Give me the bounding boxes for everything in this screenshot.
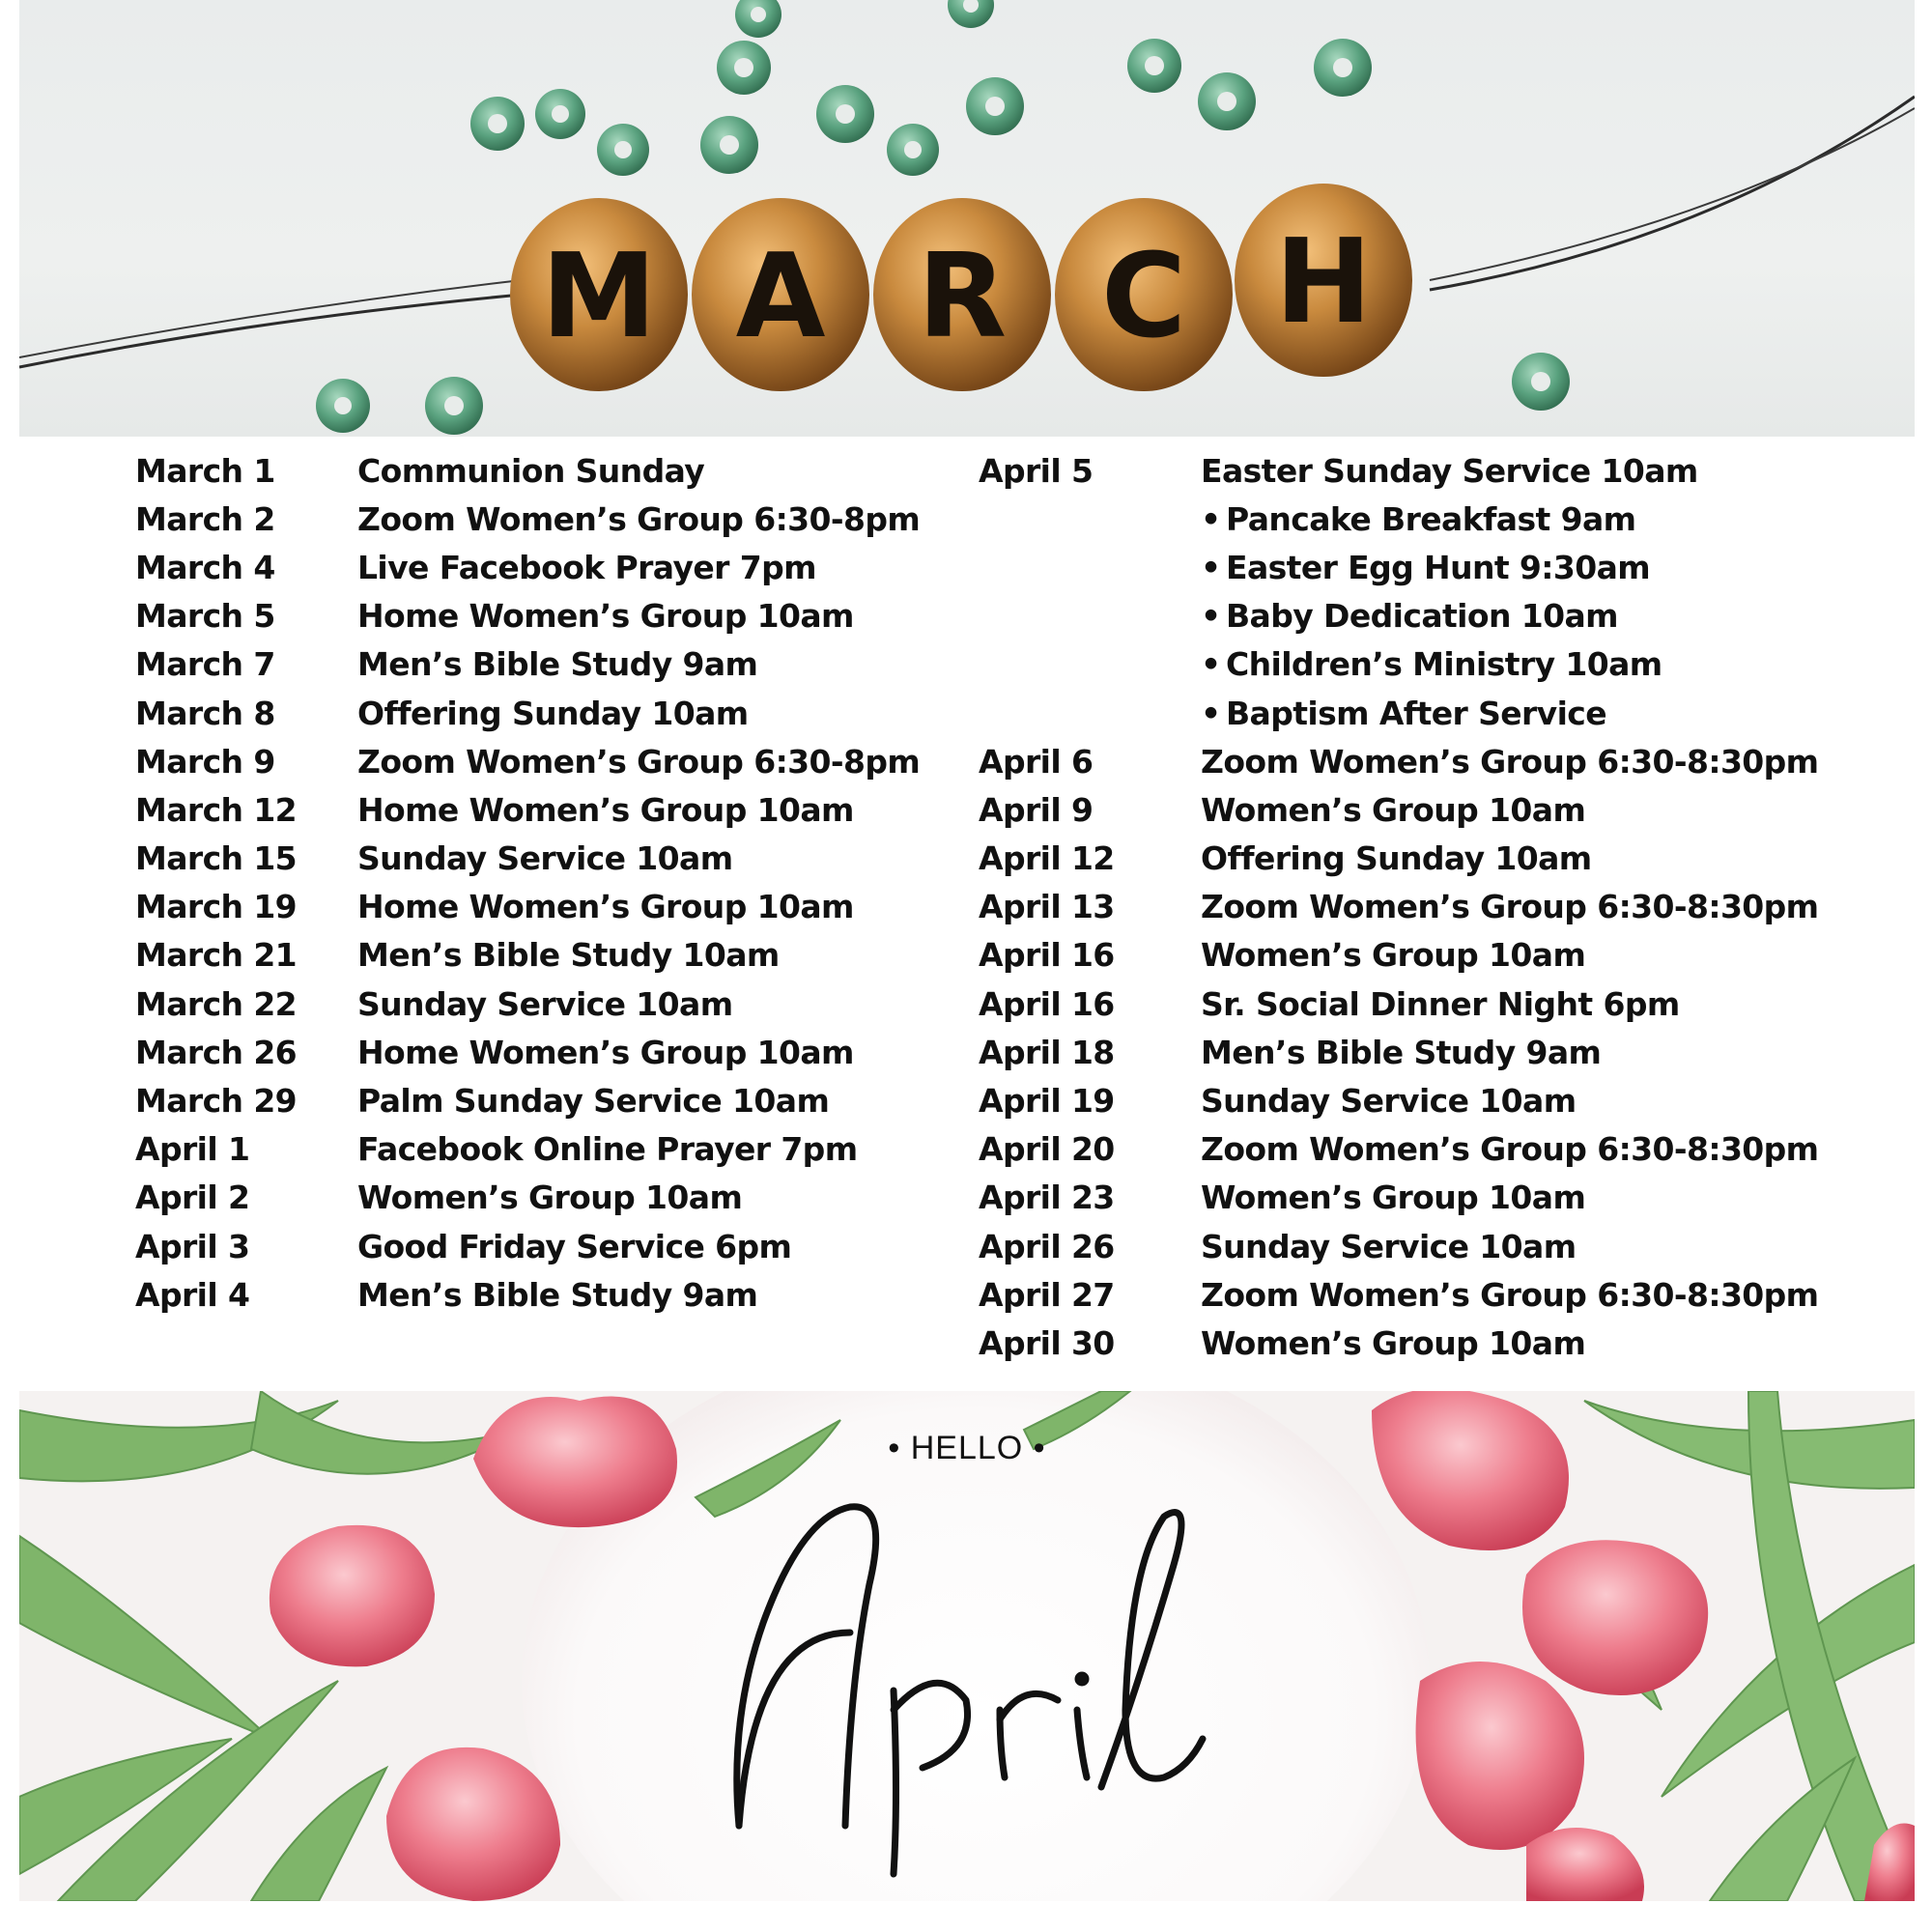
event-description-text: Children’s Ministry 10am bbox=[1226, 645, 1662, 684]
event-date: March 21 bbox=[135, 936, 298, 975]
event-description: Sunday Service 10am bbox=[357, 839, 733, 878]
schedule-row bbox=[135, 495, 920, 543]
event-description: Home Women’s Group 10am bbox=[357, 790, 854, 829]
schedule-row bbox=[135, 980, 920, 1028]
schedule-row bbox=[979, 592, 1818, 640]
bead-letter-c: C bbox=[1100, 230, 1187, 364]
event-date: April 1 bbox=[135, 1130, 250, 1169]
event-date: April 19 bbox=[979, 1082, 1115, 1121]
schedule-left-column bbox=[135, 446, 920, 1319]
event-date: March 9 bbox=[135, 742, 275, 781]
event-date: March 26 bbox=[135, 1033, 298, 1071]
event-date: March 1 bbox=[135, 451, 275, 490]
event-description: Zoom Women’s Group 6:30-8pm bbox=[357, 499, 921, 538]
schedule-row bbox=[135, 446, 920, 495]
schedule-row bbox=[135, 543, 920, 591]
bullet-icon: • bbox=[1201, 499, 1221, 538]
event-description: Home Women’s Group 10am bbox=[357, 888, 854, 926]
schedule-row bbox=[979, 640, 1818, 689]
event-description: Men’s Bible Study 9am bbox=[357, 645, 758, 684]
event-description: Men’s Bible Study 9am bbox=[1201, 1033, 1602, 1071]
schedule-row bbox=[135, 592, 920, 640]
event-date: April 20 bbox=[979, 1130, 1115, 1169]
schedule-row bbox=[979, 835, 1818, 883]
event-description: Women’s Group 10am bbox=[357, 1179, 743, 1217]
schedule-row bbox=[135, 640, 920, 689]
event-description: Women’s Group 10am bbox=[1201, 790, 1586, 829]
schedule-row bbox=[135, 931, 920, 980]
event-date: April 5 bbox=[979, 451, 1094, 490]
schedule-row bbox=[135, 835, 920, 883]
event-date: March 7 bbox=[135, 645, 275, 684]
event-date: April 13 bbox=[979, 888, 1115, 926]
event-description: Zoom Women’s Group 6:30-8:30pm bbox=[1201, 1275, 1819, 1314]
schedule-row bbox=[979, 883, 1818, 931]
event-description: Zoom Women’s Group 6:30-8:30pm bbox=[1201, 888, 1819, 926]
bead-letter-m: M bbox=[541, 230, 657, 364]
april-banner-image bbox=[19, 1391, 1915, 1901]
event-date: April 6 bbox=[979, 742, 1094, 781]
event-date: April 27 bbox=[979, 1275, 1115, 1314]
event-date: April 18 bbox=[979, 1033, 1115, 1071]
schedule-row bbox=[979, 737, 1818, 785]
event-description bbox=[1201, 695, 1606, 732]
schedule-row bbox=[135, 1076, 920, 1124]
bead-letter-r: R bbox=[917, 230, 1008, 364]
schedule-row bbox=[979, 1125, 1818, 1174]
schedule-row bbox=[135, 1270, 920, 1319]
schedule-row bbox=[979, 1319, 1818, 1367]
event-date: April 26 bbox=[979, 1227, 1115, 1265]
schedule-row bbox=[135, 785, 920, 834]
event-date: March 4 bbox=[135, 548, 275, 586]
schedule-row bbox=[979, 785, 1818, 834]
event-description: Sunday Service 10am bbox=[1201, 1082, 1577, 1121]
event-date: March 29 bbox=[135, 1082, 298, 1121]
event-date: April 9 bbox=[979, 790, 1094, 829]
event-description bbox=[1201, 500, 1635, 538]
event-date: March 15 bbox=[135, 839, 298, 878]
event-description: Sr. Social Dinner Night 6pm bbox=[1201, 984, 1680, 1023]
event-description-text: Easter Egg Hunt 9:30am bbox=[1226, 548, 1651, 586]
event-date: April 23 bbox=[979, 1179, 1115, 1217]
schedule-row bbox=[135, 737, 920, 785]
event-description: Zoom Women’s Group 6:30-8pm bbox=[357, 742, 921, 781]
event-description: Home Women’s Group 10am bbox=[357, 597, 854, 636]
event-date: March 5 bbox=[135, 597, 275, 636]
event-description: Offering Sunday 10am bbox=[1201, 839, 1592, 878]
event-date: April 4 bbox=[135, 1275, 250, 1314]
schedule-row bbox=[135, 883, 920, 931]
event-date: April 2 bbox=[135, 1179, 250, 1217]
schedule-row bbox=[135, 1174, 920, 1222]
event-description bbox=[1201, 597, 1618, 635]
event-description: Facebook Online Prayer 7pm bbox=[357, 1130, 858, 1169]
event-description-text: Baptism After Service bbox=[1226, 694, 1607, 732]
bullet-icon: • bbox=[1201, 597, 1221, 636]
schedule-row bbox=[979, 931, 1818, 980]
event-date: March 8 bbox=[135, 694, 275, 732]
schedule-row bbox=[979, 1222, 1818, 1270]
event-date: April 16 bbox=[979, 984, 1115, 1023]
event-description: Zoom Women’s Group 6:30-8:30pm bbox=[1201, 1130, 1819, 1169]
event-date: March 2 bbox=[135, 499, 275, 538]
schedule-row bbox=[979, 980, 1818, 1028]
event-description: Communion Sunday bbox=[357, 451, 705, 490]
tulips-illustration bbox=[19, 1391, 1915, 1901]
schedule-row bbox=[135, 689, 920, 737]
schedule-row bbox=[979, 1076, 1818, 1124]
march-banner-image bbox=[19, 0, 1915, 437]
event-description-text: Baby Dedication 10am bbox=[1226, 597, 1618, 636]
event-description: Sunday Service 10am bbox=[357, 984, 733, 1023]
bullet-icon: • bbox=[1201, 645, 1221, 684]
schedule-row bbox=[979, 495, 1818, 543]
schedule-row bbox=[979, 1270, 1818, 1319]
event-description: Sunday Service 10am bbox=[1201, 1227, 1577, 1265]
event-description bbox=[1201, 549, 1650, 586]
schedule-row bbox=[979, 543, 1818, 591]
event-schedule bbox=[0, 446, 1932, 1374]
event-description: Zoom Women’s Group 6:30-8:30pm bbox=[1201, 742, 1819, 781]
letter-beads bbox=[510, 184, 1412, 391]
schedule-row bbox=[979, 1028, 1818, 1076]
bead-letter-a: A bbox=[735, 230, 826, 364]
schedule-row bbox=[135, 1222, 920, 1270]
schedule-row bbox=[979, 689, 1818, 737]
event-description: Men’s Bible Study 10am bbox=[357, 936, 780, 975]
event-description-text: Pancake Breakfast 9am bbox=[1226, 499, 1636, 538]
hello-label: • HELLO • bbox=[888, 1430, 1046, 1466]
bullet-icon: • bbox=[1201, 694, 1221, 732]
schedule-row bbox=[979, 446, 1818, 495]
event-description bbox=[1201, 645, 1662, 683]
event-date: April 12 bbox=[979, 839, 1115, 878]
event-description: Women’s Group 10am bbox=[1201, 1179, 1586, 1217]
event-description: Good Friday Service 6pm bbox=[357, 1227, 792, 1265]
march-beads-illustration bbox=[19, 0, 1915, 437]
event-date: March 22 bbox=[135, 984, 298, 1023]
event-date: March 12 bbox=[135, 790, 298, 829]
schedule-row bbox=[135, 1028, 920, 1076]
event-description: Offering Sunday 10am bbox=[357, 694, 749, 732]
event-description: Men’s Bible Study 9am bbox=[357, 1275, 758, 1314]
event-description: Women’s Group 10am bbox=[1201, 936, 1586, 975]
schedule-row bbox=[979, 1174, 1818, 1222]
event-date: April 3 bbox=[135, 1227, 250, 1265]
event-date: April 30 bbox=[979, 1323, 1115, 1362]
schedule-right-column bbox=[979, 446, 1818, 1368]
bullet-icon: • bbox=[1201, 548, 1221, 586]
event-description: Women’s Group 10am bbox=[1201, 1323, 1586, 1362]
bead-letter-h: H bbox=[1274, 215, 1373, 350]
event-description: Live Facebook Prayer 7pm bbox=[357, 548, 816, 586]
event-description: Home Women’s Group 10am bbox=[357, 1033, 854, 1071]
event-date: April 16 bbox=[979, 936, 1115, 975]
event-description: Easter Sunday Service 10am bbox=[1201, 451, 1698, 490]
event-date: March 19 bbox=[135, 888, 298, 926]
schedule-row bbox=[135, 1125, 920, 1174]
event-description: Palm Sunday Service 10am bbox=[357, 1082, 830, 1121]
